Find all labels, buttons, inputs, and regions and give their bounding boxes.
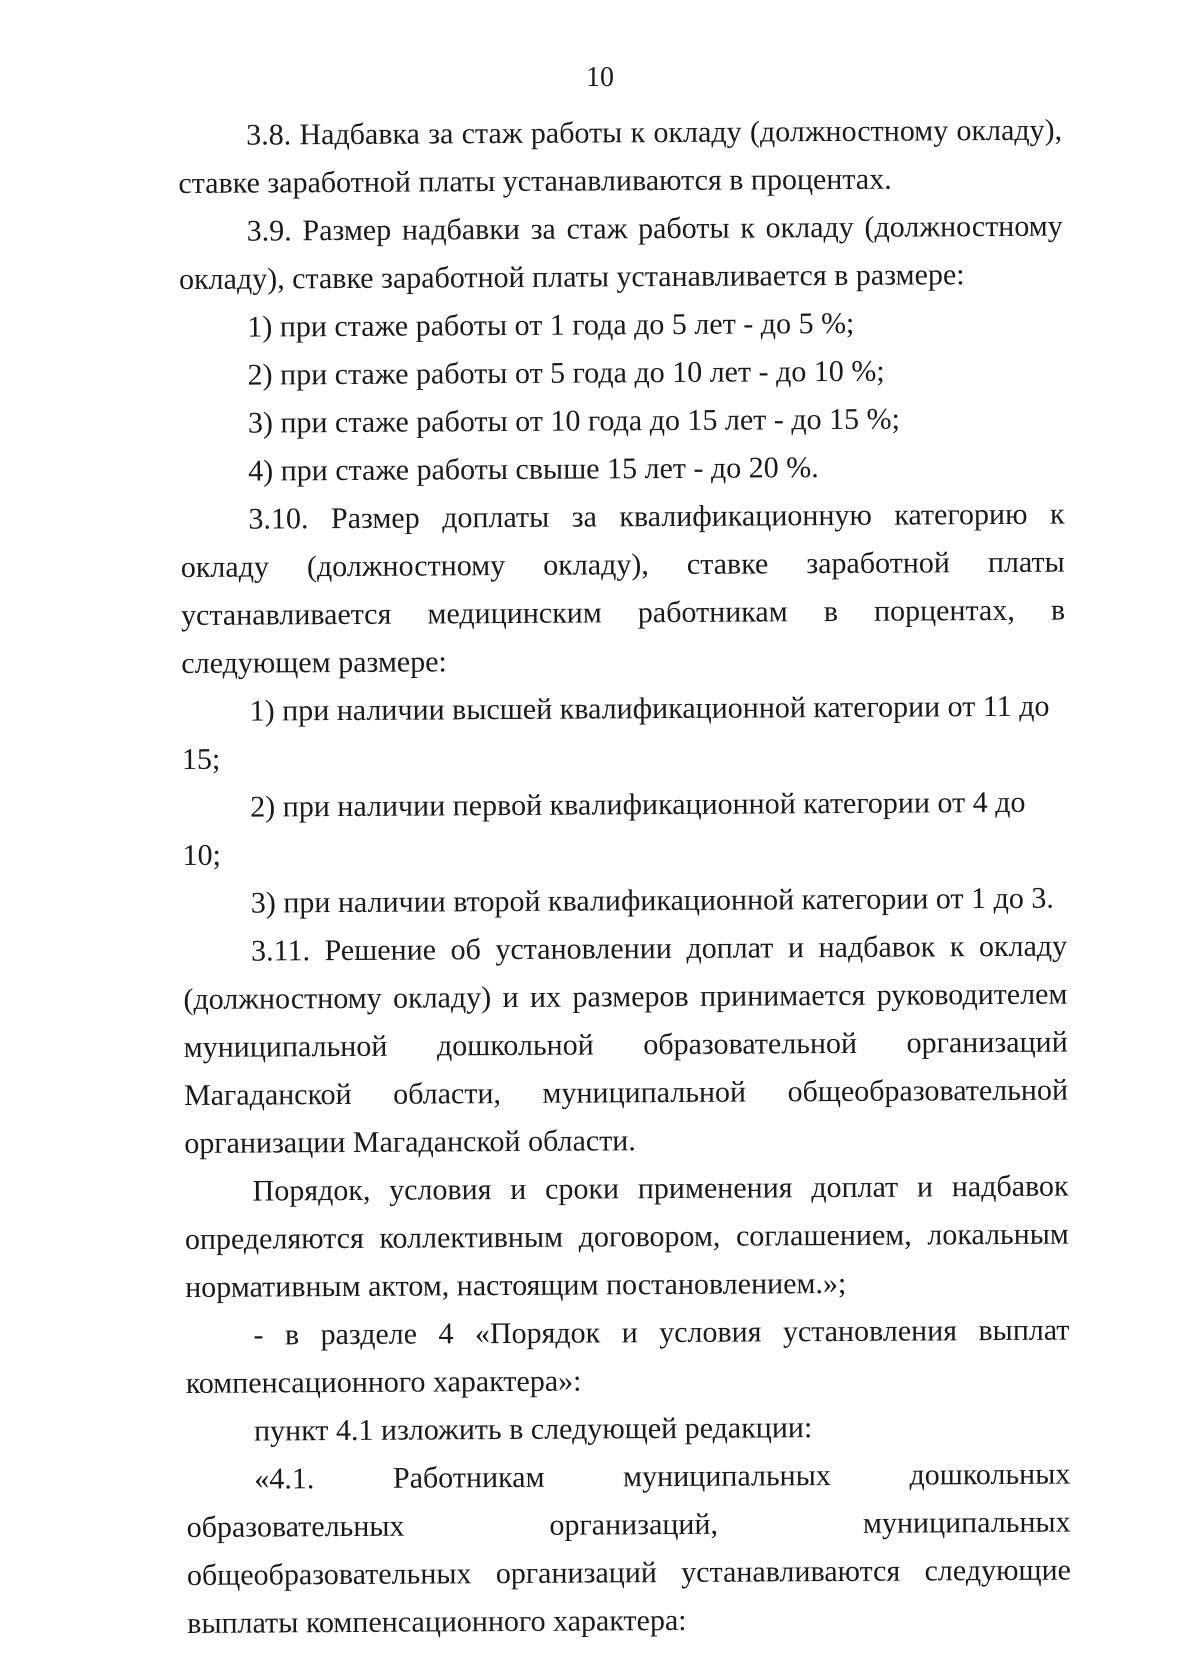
list-item-3-10-3: 3) при наличии второй квалификационной категории от 1 до 3. xyxy=(250,881,1054,920)
paragraph-procedure: Порядок, условия и сроки применения доплат и надбавок определяются коллективным договором, соглашением, локальным нормативным актом, настоящим постановлением.»; xyxy=(184,1169,1069,1304)
paragraph-3-10: 3.10. Размер доплаты за квалификационную категорию к окладу (должностному окладу), ставке заработной платы устанавливается медицинским работникам в порцентах, в следующем размере: xyxy=(180,497,1066,680)
paragraph-3-8: 3.8. Надбавка за стаж работы к окладу (должностному окладу), ставке заработной платы устанавливаются в процентах. xyxy=(178,113,1063,200)
list-item-3-10-2: 2) при наличии первой квалификационной категории от 4 до 10; xyxy=(182,785,1026,872)
list-item-3-10-1: 1) при наличии высшей квалификационной категории от 11 до 15; xyxy=(181,689,1050,776)
paragraph-4-1: «4.1. Работникам муниципальных дошкольных образовательных организаций, муниципальных общеобразовательных организаций устанавливаются следующие выплаты компенсационного характера: xyxy=(186,1457,1072,1640)
list-item-3-9-2: 2) при стаже работы от 5 года до 10 лет - до 10 %; xyxy=(247,354,885,392)
list-item-3-9-1: 1) при стаже работы от 1 года до 5 лет - до 5 %; xyxy=(247,306,855,344)
paragraph-3-11: 3.11. Решение об установлении доплат и надбавок к окладу (должностному окладу) и их размеров принимается руководителем муниципальной дошкольной образовательной организаций Магаданской области, муниципальной общеобразовательной организации Магаданской области. xyxy=(183,929,1069,1160)
page-number: 10 xyxy=(586,62,614,93)
paragraph-3-9: 3.9. Размер надбавки за стаж работы к окладу (должностному окладу), ставке заработной платы устанавливается в размере: xyxy=(178,209,1063,296)
list-item-3-9-4: 4) при стаже работы свыше 15 лет - до 20 %. xyxy=(248,451,819,488)
document-body xyxy=(178,107,1071,1648)
paragraph-point-4-1-intro: пункт 4.1 изложить в следующей редакции: xyxy=(253,1411,813,1448)
list-item-3-9-3: 3) при стаже работы от 10 года до 15 лет - до 15 %; xyxy=(247,402,901,440)
paragraph-section-4: - в разделе 4 «Порядок и условия установления выплат компенсационного характера»: xyxy=(185,1313,1070,1400)
